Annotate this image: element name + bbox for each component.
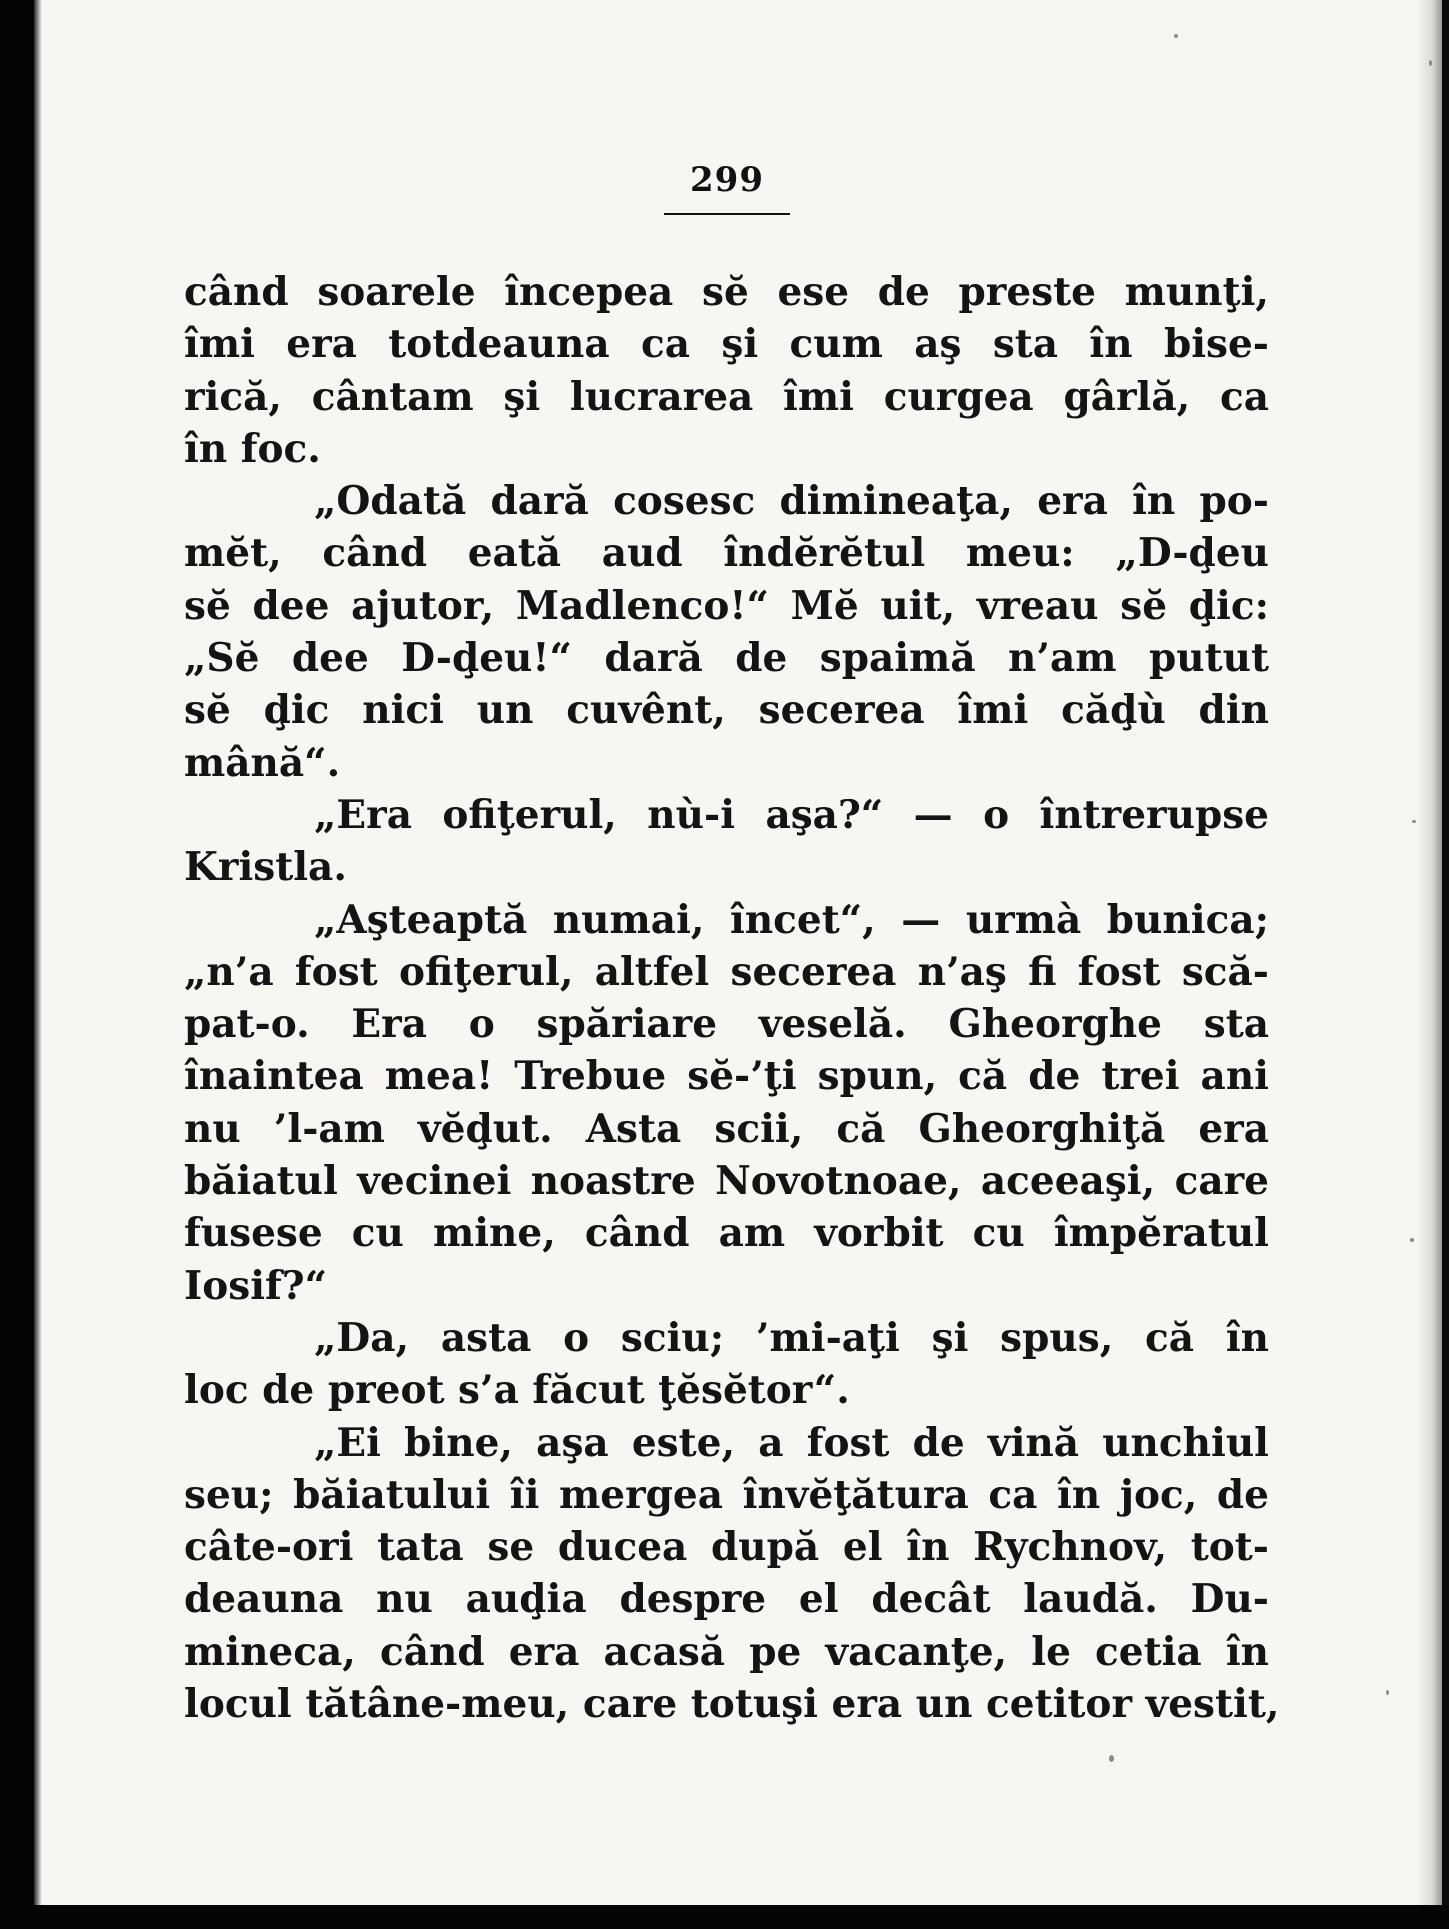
body-text [184,266,1280,1730]
text-line: Iosif?“ [184,1262,328,1309]
page-number-rule [664,213,790,215]
text-line: „Sĕ dee D-ḑeu!“ dară de spaimă n’am putut [184,635,1269,682]
text-line: mĕt, când eată aud îndĕrĕtul meu: „D-ḑeu [184,530,1269,577]
text-line: mineca, când era acasă pe vacanţe, le cetia în [184,1628,1269,1675]
text-line: îmi era totdeauna ca şi cum aş sta în bise- [184,321,1269,368]
text-line: deauna nu auḑia despre el decât laudă. Du- [184,1576,1269,1623]
text-line: înaintea mea! Trebue sĕ-’ţi spun, că de trei ani [184,1053,1269,1100]
page-right-edge [1416,0,1442,1905]
text-line: sĕ dee ajutor, Madlenco!“ Mĕ uit, vreau sĕ ḑic: [184,582,1269,629]
scan-speck [1429,60,1432,66]
text-line: „Da, asta o sciu; ’mi-aţi şi spus, că în [314,1314,1269,1361]
page-gutter-shadow [34,0,42,1905]
text-line: „Era ofiţerul, nù-i aşa?“ — o întrerupse [314,791,1269,838]
text-line: fusese cu mine, când am vorbit cu împĕratul [184,1210,1269,1257]
scan-speck [1412,820,1416,823]
text-line: băiatul vecinei noastre Novotnoae, aceeaşi, care [184,1158,1269,1205]
text-line: „Aşteaptă numai, încet“, — urmà bunica; [314,896,1269,943]
text-line: locul tătâne-meu, care totuşi era un cetitor vestit, [184,1681,1280,1728]
text-line: rică, cântam şi lucrarea îmi curgea gârlă, ca [184,373,1269,420]
text-line: când soarele începea sĕ ese de preste munţi, [184,269,1269,315]
text-line: loc de preot s’a făcut ţĕsĕtor“. [184,1367,850,1414]
scan-speck [1109,1755,1114,1762]
book-page [34,0,1442,1905]
scan-speck [1410,1238,1414,1242]
scan-left-margin [0,0,34,1929]
text-line: câte-ori tata se ducea după el în Rychnov, tot- [184,1524,1269,1571]
page-number: 299 [690,160,764,200]
scan-bottom-margin [0,1905,1449,1929]
text-line: sĕ ḑic nici un cuvênt, secerea îmi căḑù din [184,687,1269,734]
text-line: „Odată dară cosesc dimineaţa, era în po- [314,478,1269,525]
text-line: Kristla. [184,844,347,891]
text-line: „Ei bine, aşa este, a fost de vină unchiul [314,1419,1269,1466]
text-line: nu ’l-am vĕḑut. Asta scii, că Gheorghiţă era [184,1105,1269,1152]
scan-speck [1386,1690,1389,1695]
text-line: seu; băiatului îi mergea învĕţătura ca în joc, de [184,1471,1269,1518]
scan-speck [1174,34,1178,38]
text-line: pat-o. Era o spăriare veselă. Gheorghe sta [184,1001,1269,1048]
text-line: mână“. [184,739,341,786]
text-line: în foc. [184,425,321,472]
text-line: „n’a fost ofiţerul, altfel secerea n’aş fi fost scă- [184,948,1269,995]
